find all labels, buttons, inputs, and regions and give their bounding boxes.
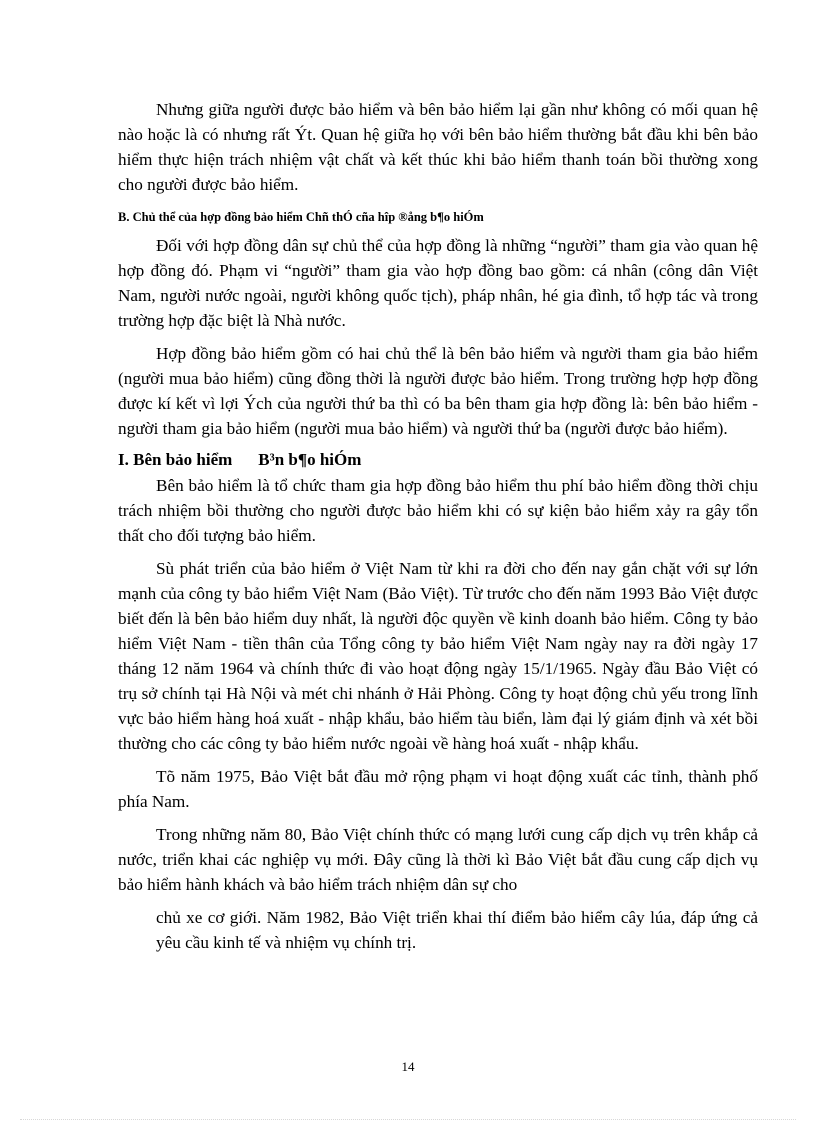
section-heading-i-text: I. Bên bảo hiểm <box>118 450 233 469</box>
page-body <box>118 97 758 955</box>
paragraph-1982-rice-insurance: chủ xe cơ giới. Năm 1982, Bảo Việt triển khai thí điểm bảo hiểm cây lúa, đáp ứng cả yêu cầu kinh tế và nhiệm vụ chính trị. <box>156 908 758 952</box>
section-heading-b: B. Chủ thể của hợp đồng bảo hiểm Chñ thÓ cña hîp ®ång b¶o hiÓm <box>118 210 484 224</box>
page-number: 14 <box>401 1059 415 1074</box>
paragraph-1980s-network: Trong những năm 80, Bảo Việt chính thức có mạng lưới cung cấp dịch vụ trên khắp cả nước, triển khai các nghiệp vụ mới. Đây cũng là thời kì Bảo Việt bắt đầu cung cấp dịch vụ bảo hiểm hành khách và bảo hiểm trách nhiệm dân sự cho <box>118 825 758 894</box>
paragraph-relationship: Nhưng giữa người được bảo hiểm và bên bảo hiểm lại gần như không có mối quan hệ nào hoặc là có nhưng rất Ýt. Quan hệ giữa họ với bên bảo hiểm thường bắt đầu khi bên bảo hiểm thực hiện trách nhiệm vật chất và kết thúc khi bảo hiểm thanh toán bồi thường xong cho người được bảo hiểm. <box>118 100 758 194</box>
paragraph-bao-viet-history: Sù phát triển của bảo hiểm ở Việt Nam từ khi ra đời cho đến nay gắn chặt với sự lớn mạnh của công ty bảo hiểm Việt Nam (Bảo Việt). Từ trước cho đến năm 1993 Bảo Việt được biết đến là bên bảo hiểm duy nhất, là người độc quyền về kinh doanh bảo hiểm. Công ty bảo hiểm Việt Nam - tiền thân của Tổng công ty bảo hiểm Việt Nam ngày nay ra đời ngày 17 tháng 12 năm 1964 và chính thức đi vào hoạt động ngày 15/1/1965. Ngày đầu Bảo Việt có trụ sở chính tại Hà Nội và mét chi nhánh ở Hải Phòng. Công ty hoạt động chủ yếu trong lĩnh vực bảo hiểm hàng hoá xuất - nhập khẩu, bảo hiểm tàu biển, làm đại lý giám định và xét bồi thường cho các công ty bảo hiểm nước ngoài về hàng hoá xuất - nhập khẩu. <box>118 559 758 753</box>
paragraph-insurance-contract-subjects: Hợp đồng bảo hiểm gồm có hai chủ thể là bên bảo hiểm và người tham gia bảo hiểm (người mua bảo hiểm) cũng đồng thời là người được bảo hiểm. Trong trường hợp hợp đồng được kí kết vì lợi Ých của người thứ ba thì có ba bên tham gia hợp đồng là: bên bảo hiểm - người tham gia bảo hiểm (người mua bảo hiểm) và người thứ ba (người được bảo hiểm). <box>118 344 758 438</box>
footer-divider <box>20 1119 796 1120</box>
paragraph-civil-contract-subjects: Đối với hợp đồng dân sự chủ thể của hợp đồng là những “người” tham gia vào quan hệ hợp đồng đó. Phạm vi “người” tham gia vào hợp đồng bao gồm: cá nhân (công dân Việt Nam, người nước ngoài, người không quốc tịch), pháp nhân, hé gia đình, tổ hợp tác và trong trường hợp đặc biệt là Nhà nước. <box>118 236 758 330</box>
paragraph-insurer-definition: Bên bảo hiểm là tổ chức tham gia hợp đồng bảo hiểm thu phí bảo hiểm đồng thời chịu trách nhiệm bồi thường cho người được bảo hiểm khi có sự kiện bảo hiểm xảy ra gây tổn thất cho đối tượng bảo hiểm. <box>118 476 758 545</box>
section-heading-i <box>118 447 758 473</box>
section-heading-i-garbled: B³n b¶o hiÓm <box>258 450 362 469</box>
paragraph-1975-expansion: Tõ năm 1975, Bảo Việt bắt đầu mở rộng phạm vi hoạt động xuất các tỉnh, thành phố phía Nam. <box>118 767 758 811</box>
